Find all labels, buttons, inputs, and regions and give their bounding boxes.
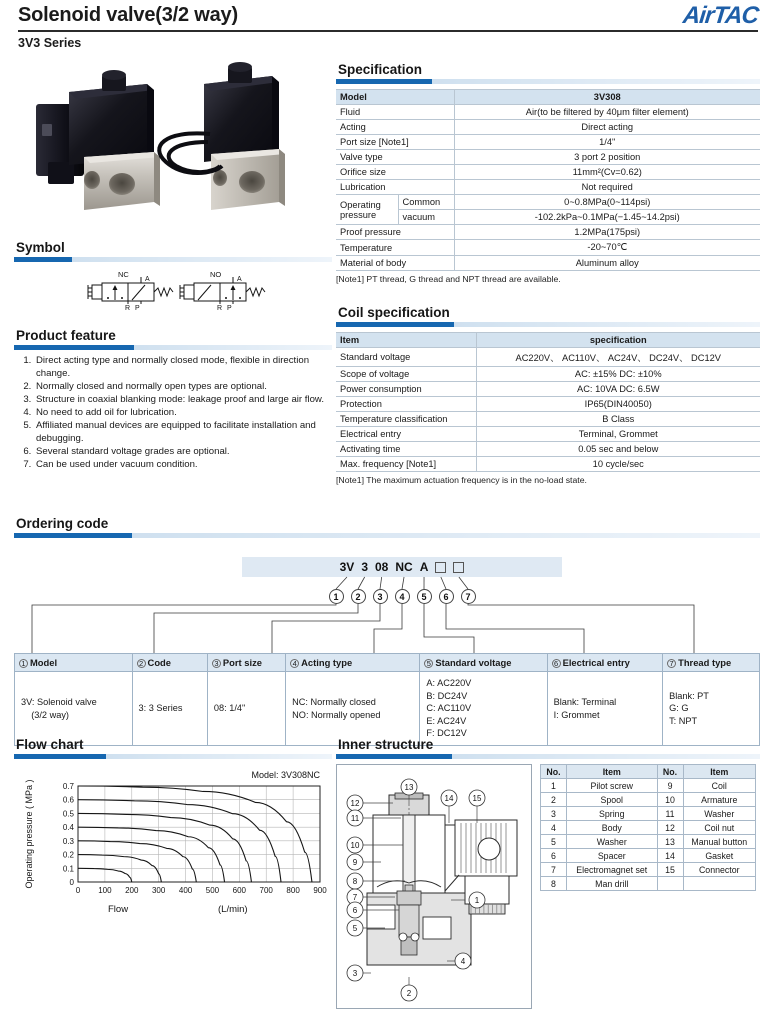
ordering-code-blank-box xyxy=(453,562,464,573)
svg-text:A: A xyxy=(145,276,150,283)
part-name: Coil xyxy=(683,779,755,793)
part-name: Gasket xyxy=(683,849,755,863)
svg-text:0: 0 xyxy=(75,886,81,895)
ordering-code-part: 3 xyxy=(361,560,368,574)
table-row xyxy=(336,256,760,271)
coil-label: Activating time xyxy=(336,442,476,457)
spec-sublabel: Common xyxy=(398,195,454,210)
svg-text:P: P xyxy=(227,305,232,312)
part-name: Body xyxy=(567,821,658,835)
coil-value: IP65(DIN40050) xyxy=(476,397,760,412)
part-name: Coil nut xyxy=(683,821,755,835)
svg-text:0.4: 0.4 xyxy=(62,823,74,833)
svg-text:0.5: 0.5 xyxy=(62,809,74,819)
ordering-col-number: 5 xyxy=(424,659,433,668)
callout-label: 15 xyxy=(472,794,482,803)
ordering-code-marker: 2 xyxy=(351,589,366,604)
symbol-nc-label: NC xyxy=(118,270,129,279)
ordering-code-marker: 1 xyxy=(329,589,344,604)
ordering-code-diagram xyxy=(14,543,760,653)
inner-structure-title: Inner structure xyxy=(338,737,434,752)
coil-specification-header xyxy=(336,305,760,327)
ordering-col-header: 5 Standard voltage xyxy=(420,654,547,672)
coil-value: 0.05 sec and below xyxy=(476,442,760,457)
ordering-col-cell: Blank: PT G: G T: NPT xyxy=(663,672,760,746)
inner-structure-bar xyxy=(336,754,760,759)
coil-specification-note: [Note1] The maximum actuation frequency is in the no-load state. xyxy=(336,475,587,485)
coil-label: Standard voltage xyxy=(336,348,476,367)
svg-text:0.7: 0.7 xyxy=(62,782,74,791)
table-row xyxy=(541,849,756,863)
part-number: 13 xyxy=(657,835,683,849)
ordering-col-cell: 3V: Solenoid valve (3/2 way) xyxy=(15,672,133,746)
product-feature-item: 5. Affiliated manual devices are equipped to facilitate installation and debugging. xyxy=(34,420,332,445)
ordering-code-section xyxy=(14,516,760,746)
ordering-col-cell: A: AC220V B: DC24V C: AC110V E: AC24V F: DC12V xyxy=(420,672,547,746)
part-number: 2 xyxy=(541,793,567,807)
inner-structure-diagram xyxy=(336,764,532,1009)
ordering-col-header: 4 Acting type xyxy=(286,654,420,672)
spec-value: 1/4" xyxy=(454,135,760,150)
parts-col-header: No. xyxy=(657,765,683,779)
ordering-code-part: NC xyxy=(395,560,413,574)
ordering-code-part: A xyxy=(419,560,429,574)
svg-text:400: 400 xyxy=(178,886,193,895)
coil-value: 10 cycle/sec xyxy=(476,457,760,472)
part-name: Electromagnet set xyxy=(567,863,658,877)
svg-text:0: 0 xyxy=(69,878,74,887)
product-feature-section xyxy=(14,328,332,472)
page-title: Solenoid valve(3/2 way) xyxy=(18,4,238,26)
flow-chart-title: Flow chart xyxy=(16,737,84,752)
coil-specification-table xyxy=(336,332,760,472)
part-name: Spacer xyxy=(567,849,658,863)
specification-header xyxy=(336,62,760,84)
ordering-col-cell: Blank: Terminal I: Grommet xyxy=(547,672,663,746)
spec-label: Valve type xyxy=(336,150,454,165)
ordering-code-bar xyxy=(14,533,760,538)
coil-label: Power consumption xyxy=(336,382,476,397)
callout-label: 11 xyxy=(350,814,360,823)
part-number: 7 xyxy=(541,863,567,877)
part-name: Spring xyxy=(567,807,658,821)
table-row xyxy=(336,397,760,412)
airtac-logo: AirTAC xyxy=(681,2,760,29)
callout-label: 9 xyxy=(352,858,358,867)
specification-table xyxy=(336,89,760,271)
table-row xyxy=(336,348,760,367)
table-row xyxy=(336,367,760,382)
part-number: 4 xyxy=(541,821,567,835)
ordering-code-string xyxy=(242,557,562,577)
ordering-col-header: 2 Code xyxy=(132,654,207,672)
table-row xyxy=(541,877,756,891)
coil-value: AC: 10VA DC: 6.5W xyxy=(476,382,760,397)
symbol-no-label: NO xyxy=(210,270,222,279)
spec-value: 3V308 xyxy=(454,90,760,105)
product-feature-item: 4. No need to add oil for lubrication. xyxy=(34,407,332,420)
spec-value: -20~70℃ xyxy=(454,240,760,256)
part-name: Pilot screw xyxy=(567,779,658,793)
spec-label: Port size [Note1] xyxy=(336,135,454,150)
callout-label: 6 xyxy=(352,906,358,915)
svg-text:100: 100 xyxy=(98,886,112,895)
spec-label: Operating pressure xyxy=(336,195,398,225)
part-number: 11 xyxy=(657,807,683,821)
table-row xyxy=(541,835,756,849)
ordering-code-part: 3V xyxy=(339,560,355,574)
part-number xyxy=(657,877,683,891)
callout-label: 1 xyxy=(474,896,480,905)
ordering-code-header xyxy=(14,516,760,538)
parts-table-wrap xyxy=(540,764,756,891)
product-feature-item: 6. Several standard voltage grades are optional. xyxy=(34,446,332,459)
symbol-section xyxy=(14,240,332,325)
coil-value: Terminal, Grommet xyxy=(476,427,760,442)
inner-structure-header xyxy=(336,737,760,759)
ordering-col-header: 7 Thread type xyxy=(663,654,760,672)
table-row xyxy=(336,225,760,240)
coil-label: Temperature classification xyxy=(336,412,476,427)
ordering-col-header: 1 Model xyxy=(15,654,133,672)
coil-specification-section xyxy=(336,305,760,485)
table-row xyxy=(336,105,760,120)
part-number: 1 xyxy=(541,779,567,793)
product-feature-list xyxy=(14,355,332,471)
svg-text:900: 900 xyxy=(313,886,327,895)
inner-structure-section xyxy=(336,737,760,1009)
table-row xyxy=(336,90,760,105)
symbol-bar xyxy=(14,257,332,262)
product-feature-item: 2. Normally closed and normally open types are optional. xyxy=(34,381,332,394)
spec-value: -102.2kPa~0.1MPa(−1.45~14.2psi) xyxy=(454,210,760,225)
table-row xyxy=(336,427,760,442)
spec-value: Not required xyxy=(454,180,760,195)
ordering-code-blank-box xyxy=(435,562,446,573)
specification-title: Specification xyxy=(338,62,423,77)
svg-text:0.3: 0.3 xyxy=(62,836,74,846)
coil-label: Protection xyxy=(336,397,476,412)
valve-right xyxy=(159,62,285,210)
spec-label: Model xyxy=(336,90,454,105)
spec-sublabel: vacuum xyxy=(398,210,454,225)
table-row xyxy=(336,180,760,195)
part-name: Washer xyxy=(567,835,658,849)
specification-section xyxy=(336,62,760,284)
callout-label: 2 xyxy=(406,989,412,998)
product-feature-item: 3. Structure in coaxial blanking mode: leakage proof and large air flow. xyxy=(34,394,332,407)
table-row xyxy=(541,779,756,793)
part-number: 14 xyxy=(657,849,683,863)
ordering-code-markers xyxy=(242,589,562,604)
table-row xyxy=(336,195,760,210)
spec-value: Direct acting xyxy=(454,120,760,135)
svg-text:0.1: 0.1 xyxy=(62,864,74,874)
spec-value: 11mm²(Cv=0.62) xyxy=(454,165,760,180)
symbol-header xyxy=(14,240,332,262)
flow-chart-section xyxy=(14,737,332,929)
ordering-col-number: 6 xyxy=(552,659,561,668)
callout-label: 3 xyxy=(352,969,358,978)
table-row xyxy=(541,863,756,877)
part-name: Manual button xyxy=(683,835,755,849)
svg-text:A: A xyxy=(237,276,242,283)
ordering-code-marker: 7 xyxy=(461,589,476,604)
svg-text:800: 800 xyxy=(286,886,300,895)
svg-text:0.6: 0.6 xyxy=(62,795,74,805)
callout-label: 5 xyxy=(352,924,358,933)
spec-value: 1.2MPa(175psi) xyxy=(454,225,760,240)
svg-text:500: 500 xyxy=(205,886,220,895)
coil-specification-bar xyxy=(336,322,760,327)
callout-label: 7 xyxy=(352,893,358,902)
coil-specification-title: Coil specification xyxy=(338,305,450,320)
callout-label: 8 xyxy=(352,877,358,886)
table-row xyxy=(336,240,760,256)
ordering-code-marker: 3 xyxy=(373,589,388,604)
ordering-col-number: 7 xyxy=(667,659,676,668)
svg-text:(L/min): (L/min) xyxy=(218,904,248,915)
product-feature-title: Product feature xyxy=(16,328,116,343)
flow-chart-bar xyxy=(14,754,332,759)
callout-label: 4 xyxy=(460,957,466,966)
parts-col-header: Item xyxy=(683,765,755,779)
spec-label: Fluid xyxy=(336,105,454,120)
page-header xyxy=(14,0,760,56)
ordering-col-number: 1 xyxy=(19,659,28,668)
ordering-col-number: 2 xyxy=(137,659,146,668)
ordering-col-number: 3 xyxy=(212,659,221,668)
coil-label: Item xyxy=(336,333,476,348)
symbol-diagrams xyxy=(14,267,332,325)
spec-label: Orifice size xyxy=(336,165,454,180)
ordering-col-number: 4 xyxy=(290,659,299,668)
product-feature-item: 7. Can be used under vacuum condition. xyxy=(34,459,332,472)
table-row xyxy=(336,333,760,348)
flow-chart-plot xyxy=(14,764,332,924)
coil-label: Max. frequency [Note1] xyxy=(336,457,476,472)
spec-label: Acting xyxy=(336,120,454,135)
part-name xyxy=(683,877,755,891)
part-number: 5 xyxy=(541,835,567,849)
ordering-code-part: 08 xyxy=(375,560,389,574)
table-row xyxy=(336,150,760,165)
ordering-code-table xyxy=(14,653,760,746)
coil-label: Scope of voltage xyxy=(336,367,476,382)
svg-text:P: P xyxy=(135,305,140,312)
part-number: 8 xyxy=(541,877,567,891)
spec-label: Proof pressure xyxy=(336,225,454,240)
ordering-code-marker: 5 xyxy=(417,589,432,604)
ordering-code-marker: 6 xyxy=(439,589,454,604)
parts-col-header: No. xyxy=(541,765,567,779)
table-row xyxy=(336,442,760,457)
product-photo xyxy=(14,62,332,234)
callout-label: 12 xyxy=(350,799,360,808)
specification-note: [Note1] PT thread, G thread and NPT thread are available. xyxy=(336,274,561,284)
svg-text:600: 600 xyxy=(232,886,247,895)
table-row xyxy=(336,210,760,225)
part-name: Man drill xyxy=(567,877,658,891)
series-label: 3V3 Series xyxy=(18,36,82,50)
svg-text:R: R xyxy=(125,305,131,312)
part-number: 6 xyxy=(541,849,567,863)
spec-value: Aluminum alloy xyxy=(454,256,760,271)
part-number: 9 xyxy=(657,779,683,793)
table-row xyxy=(336,412,760,427)
coil-value: specification xyxy=(476,333,760,348)
title-divider xyxy=(18,30,758,32)
product-feature-bar xyxy=(14,345,332,350)
table-row xyxy=(541,807,756,821)
svg-text:Operating pressure ( MPa ): Operating pressure ( MPa ) xyxy=(24,779,34,889)
spec-value: 3 port 2 position xyxy=(454,150,760,165)
coil-value: AC220V、 AC110V、 AC24V、 DC24V、 DC12V xyxy=(476,348,760,367)
parts-col-header: Item xyxy=(567,765,658,779)
table-row xyxy=(541,793,756,807)
callout-label: 10 xyxy=(350,841,360,850)
specification-bar xyxy=(336,79,760,84)
coil-value: AC: ±15% DC: ±10% xyxy=(476,367,760,382)
part-number: 12 xyxy=(657,821,683,835)
product-feature-header xyxy=(14,328,332,350)
ordering-col-cell: 08: 1/4" xyxy=(207,672,285,746)
svg-text:Model: 3V308NC: Model: 3V308NC xyxy=(251,770,320,780)
coil-value: B Class xyxy=(476,412,760,427)
table-row xyxy=(336,120,760,135)
ordering-col-cell: NC: Normally closed NO: Normally opened xyxy=(286,672,420,746)
callout-label: 13 xyxy=(404,783,414,792)
symbol-title: Symbol xyxy=(16,240,65,255)
svg-text:300: 300 xyxy=(151,886,166,895)
svg-text:0.2: 0.2 xyxy=(62,850,74,860)
table-row xyxy=(336,165,760,180)
svg-text:Flow: Flow xyxy=(108,904,129,915)
table-row xyxy=(541,821,756,835)
part-number: 10 xyxy=(657,793,683,807)
part-name: Connector xyxy=(683,863,755,877)
flow-chart-header xyxy=(14,737,332,759)
product-feature-item: 1. Direct acting type and normally closed mode, flexible in direction change. xyxy=(34,355,332,380)
spec-value: Air(to be filtered by 40μm filter element) xyxy=(454,105,760,120)
coil-label: Electrical entry xyxy=(336,427,476,442)
ordering-col-cell: 3: 3 Series xyxy=(132,672,207,746)
spec-label: Lubrication xyxy=(336,180,454,195)
spec-value: 0~0.8MPa(0~114psi) xyxy=(454,195,760,210)
ordering-code-title: Ordering code xyxy=(16,516,109,531)
table-row xyxy=(336,135,760,150)
part-name: Armature xyxy=(683,793,755,807)
svg-text:700: 700 xyxy=(259,886,273,895)
part-number: 3 xyxy=(541,807,567,821)
spec-label: Temperature xyxy=(336,240,454,256)
table-row xyxy=(336,382,760,397)
table-row xyxy=(336,457,760,472)
part-number: 15 xyxy=(657,863,683,877)
ordering-code-marker: 4 xyxy=(395,589,410,604)
parts-table xyxy=(540,764,756,891)
valve-left xyxy=(36,70,160,210)
part-name: Spool xyxy=(567,793,658,807)
svg-text:R: R xyxy=(217,305,223,312)
svg-text:200: 200 xyxy=(125,886,139,895)
spec-label: Material of body xyxy=(336,256,454,271)
ordering-col-header: 6 Electrical entry xyxy=(547,654,663,672)
part-name: Washer xyxy=(683,807,755,821)
ordering-col-header: 3 Port size xyxy=(207,654,285,672)
callout-label: 14 xyxy=(444,794,454,803)
